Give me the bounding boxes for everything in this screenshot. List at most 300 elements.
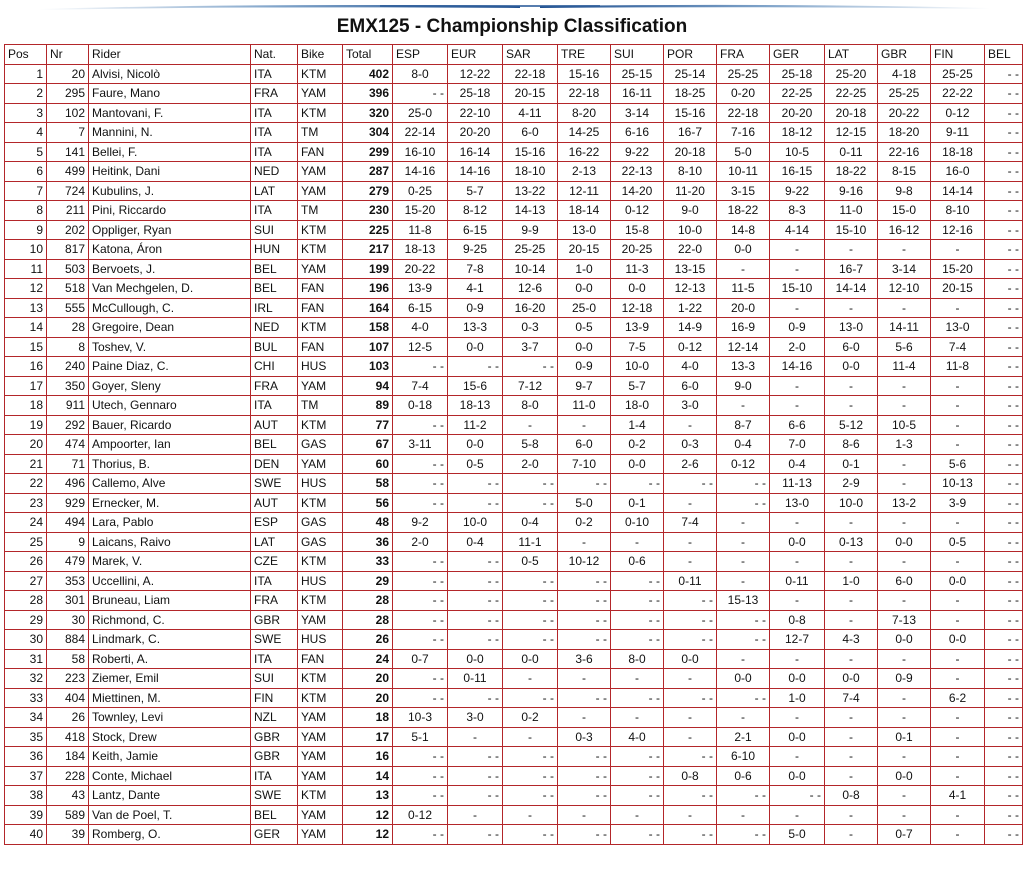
result-cell: 18-20 [878,123,931,143]
nation-cell: NED [251,162,298,182]
result-cell: - - [503,786,558,806]
result-cell: 12-10 [878,279,931,299]
result-cell: - [878,298,931,318]
result-cell: 3-15 [717,181,770,201]
result-cell: - [717,259,770,279]
result-cell: 11-13 [770,474,825,494]
result-cell: - - [717,493,770,513]
result-cell: 3-11 [393,435,448,455]
result-cell: - [558,669,611,689]
result-cell: - [611,669,664,689]
result-cell: 0-5 [931,532,985,552]
result-cell: 13-0 [931,318,985,338]
result-cell: 0-12 [393,805,448,825]
result-cell: 0-20 [717,84,770,104]
result-cell: 0-1 [825,454,878,474]
result-cell: 9-25 [448,240,503,260]
number-cell: 102 [47,103,89,123]
result-cell: - [825,240,878,260]
nation-cell: CHI [251,357,298,377]
total-cell: 230 [343,201,393,221]
result-cell: - - [558,766,611,786]
result-cell: 8-0 [393,64,448,84]
result-cell: - [717,649,770,669]
result-cell: 6-0 [825,337,878,357]
number-cell: 20 [47,64,89,84]
result-cell: - [878,474,931,494]
total-cell: 107 [343,337,393,357]
result-cell: 6-10 [717,747,770,767]
result-cell: - [558,805,611,825]
number-cell: 211 [47,201,89,221]
table-header [5,45,1023,65]
result-cell: 12-11 [558,181,611,201]
result-cell: - [931,396,985,416]
result-cell: - - [985,259,1023,279]
result-cell: 8-10 [931,201,985,221]
table-row [5,532,1023,552]
result-cell: - [825,747,878,767]
result-cell: 22-25 [825,84,878,104]
result-cell: 15-10 [770,279,825,299]
result-cell: 9-22 [611,142,664,162]
result-cell: 0-5 [558,318,611,338]
result-cell: 2-6 [664,454,717,474]
result-cell: - - [664,688,717,708]
table-row [5,357,1023,377]
table-row [5,181,1023,201]
result-cell: 1-0 [558,259,611,279]
result-cell: 12-15 [825,123,878,143]
result-cell: - [878,786,931,806]
position-cell: 10 [5,240,47,260]
result-cell: - [825,825,878,845]
result-cell: 13-0 [825,318,878,338]
result-cell: - - [558,786,611,806]
column-header: TRE [558,45,611,65]
nation-cell: GER [251,825,298,845]
header-row [5,45,1023,65]
number-cell: 479 [47,552,89,572]
total-cell: 24 [343,649,393,669]
result-cell: - [611,708,664,728]
result-cell: 4-0 [611,727,664,747]
number-cell: 353 [47,571,89,591]
nation-cell: HUN [251,240,298,260]
result-cell: 2-0 [393,532,448,552]
result-cell: - - [448,825,503,845]
nation-cell: BEL [251,805,298,825]
result-cell: - - [393,571,448,591]
result-cell: 10-5 [770,142,825,162]
result-cell: - - [985,337,1023,357]
result-cell: 16-22 [558,142,611,162]
result-cell: - - [985,142,1023,162]
nation-cell: ITA [251,766,298,786]
result-cell: - - [448,357,503,377]
result-cell: - - [558,474,611,494]
result-cell: - - [985,357,1023,377]
result-cell: - [825,376,878,396]
result-cell: 0-0 [770,669,825,689]
result-cell: - [931,747,985,767]
position-cell: 23 [5,493,47,513]
result-cell: 25-25 [931,64,985,84]
result-cell: - [931,610,985,630]
rider-name-cell: Ernecker, M. [89,493,251,513]
result-cell: 25-25 [503,240,558,260]
header-banner [0,0,1024,14]
rider-name-cell: Mantovani, F. [89,103,251,123]
result-cell: - [931,591,985,611]
rider-name-cell: Oppliger, Ryan [89,220,251,240]
result-cell: 11-8 [393,220,448,240]
result-cell: - - [558,610,611,630]
result-cell: 15-0 [878,201,931,221]
result-cell: 0-0 [931,630,985,650]
nation-cell: BEL [251,435,298,455]
result-cell: 9-2 [393,513,448,533]
result-cell: - [825,591,878,611]
result-cell: 3-6 [558,649,611,669]
result-cell: 0-0 [448,649,503,669]
bike-cell: FAN [298,649,343,669]
result-cell: - - [717,630,770,650]
result-cell: - - [664,610,717,630]
result-cell: - - [985,649,1023,669]
result-cell: 3-0 [664,396,717,416]
bike-cell: YAM [298,376,343,396]
position-cell: 18 [5,396,47,416]
result-cell: 16-15 [770,162,825,182]
result-cell: 0-11 [770,571,825,591]
result-cell: 16-9 [717,318,770,338]
position-cell: 36 [5,747,47,767]
result-cell: - - [558,571,611,591]
result-cell: - [931,513,985,533]
result-cell: - [770,259,825,279]
nation-cell: SWE [251,474,298,494]
result-cell: 20-20 [770,103,825,123]
rider-name-cell: Bruneau, Liam [89,591,251,611]
total-cell: 287 [343,162,393,182]
result-cell: 10-0 [448,513,503,533]
page-title: EMX125 - Championship Classification [336,16,688,37]
result-cell: 0-8 [664,766,717,786]
bike-cell: KTM [298,415,343,435]
result-cell: 0-4 [717,435,770,455]
result-cell: - - [503,825,558,845]
total-cell: 16 [343,747,393,767]
rider-name-cell: Goyer, Sleny [89,376,251,396]
result-cell: - - [448,493,503,513]
result-cell: 9-22 [770,181,825,201]
result-cell: 7-5 [611,337,664,357]
result-cell: - - [985,805,1023,825]
result-cell: - - [985,201,1023,221]
result-cell: 0-2 [558,513,611,533]
result-cell: 0-25 [393,181,448,201]
result-cell: - - [985,747,1023,767]
result-cell: 9-0 [717,376,770,396]
result-cell: 25-0 [393,103,448,123]
result-cell: - - [770,786,825,806]
result-cell: 0-0 [717,669,770,689]
result-cell: - - [393,786,448,806]
result-cell: 20-15 [503,84,558,104]
position-cell: 27 [5,571,47,591]
total-cell: 396 [343,84,393,104]
number-cell: 817 [47,240,89,260]
result-cell: 16-7 [664,123,717,143]
total-cell: 199 [343,259,393,279]
result-cell: - [664,727,717,747]
result-cell: 22-25 [770,84,825,104]
result-cell: 0-3 [558,727,611,747]
result-cell: - [931,435,985,455]
result-cell: 6-0 [878,571,931,591]
table-row [5,591,1023,611]
number-cell: 30 [47,610,89,630]
result-cell: 1-0 [825,571,878,591]
result-cell: - [878,454,931,474]
result-cell: - [931,825,985,845]
result-cell: - [717,571,770,591]
result-cell: 16-14 [448,142,503,162]
number-cell: 292 [47,415,89,435]
rider-name-cell: Roberti, A. [89,649,251,669]
nation-cell: SWE [251,786,298,806]
result-cell: - - [985,727,1023,747]
result-cell: - - [985,825,1023,845]
position-cell: 19 [5,415,47,435]
table-row [5,259,1023,279]
column-header: POR [664,45,717,65]
column-header: Rider [89,45,251,65]
result-cell: 8-3 [770,201,825,221]
result-cell: - [825,396,878,416]
result-cell: 0-5 [503,552,558,572]
result-cell: - - [664,474,717,494]
result-cell: 7-4 [664,513,717,533]
result-cell: - - [448,591,503,611]
result-cell: - [825,513,878,533]
result-cell: 11-8 [931,357,985,377]
number-cell: 499 [47,162,89,182]
result-cell: 11-5 [717,279,770,299]
result-cell: - [664,708,717,728]
result-cell: 2-13 [558,162,611,182]
total-cell: 18 [343,708,393,728]
result-cell: 10-0 [825,493,878,513]
rider-name-cell: Alvisi, Nicolò [89,64,251,84]
result-cell: 0-1 [878,727,931,747]
result-cell: - [825,552,878,572]
result-cell: - - [558,630,611,650]
result-cell: - - [611,747,664,767]
table-body [5,64,1023,844]
column-header: FRA [717,45,770,65]
position-cell: 40 [5,825,47,845]
result-cell: 15-16 [503,142,558,162]
nation-cell: ITA [251,201,298,221]
result-cell: - [878,552,931,572]
column-header: LAT [825,45,878,65]
bike-cell: KTM [298,552,343,572]
result-cell: 22-18 [717,103,770,123]
position-cell: 3 [5,103,47,123]
nation-cell: ITA [251,103,298,123]
result-cell: 22-14 [393,123,448,143]
total-cell: 217 [343,240,393,260]
result-cell: 22-0 [664,240,717,260]
result-cell: 22-22 [931,84,985,104]
result-cell: - - [393,825,448,845]
result-cell: 10-12 [558,552,611,572]
result-cell: - - [448,552,503,572]
number-cell: 28 [47,318,89,338]
bike-cell: GAS [298,435,343,455]
result-cell: - - [985,318,1023,338]
table-row [5,279,1023,299]
result-cell: 13-22 [503,181,558,201]
bike-cell: FAN [298,142,343,162]
result-cell: - [770,747,825,767]
result-cell: 0-6 [717,766,770,786]
total-cell: 48 [343,513,393,533]
result-cell: - - [503,610,558,630]
total-cell: 20 [343,669,393,689]
bike-cell: YAM [298,825,343,845]
table-row [5,571,1023,591]
nation-cell: CZE [251,552,298,572]
result-cell: 18-14 [558,201,611,221]
result-cell: - [931,766,985,786]
bike-cell: YAM [298,181,343,201]
result-cell: 2-0 [503,454,558,474]
nation-cell: LAT [251,181,298,201]
rider-name-cell: Townley, Levi [89,708,251,728]
result-cell: 12-22 [448,64,503,84]
result-cell: 9-0 [664,201,717,221]
total-cell: 158 [343,318,393,338]
result-cell: 20-22 [393,259,448,279]
result-cell: 7-16 [717,123,770,143]
result-cell: 9-16 [825,181,878,201]
result-cell: 0-0 [558,279,611,299]
result-cell: 20-0 [717,298,770,318]
position-cell: 4 [5,123,47,143]
nation-cell: ITA [251,571,298,591]
result-cell: 12-14 [717,337,770,357]
result-cell: - - [985,493,1023,513]
position-cell: 39 [5,805,47,825]
position-cell: 38 [5,786,47,806]
result-cell: - - [985,181,1023,201]
number-cell: 39 [47,825,89,845]
result-cell: - [825,727,878,747]
bike-cell: KTM [298,220,343,240]
number-cell: 724 [47,181,89,201]
nation-cell: SUI [251,669,298,689]
result-cell: - [503,727,558,747]
number-cell: 555 [47,298,89,318]
number-cell: 223 [47,669,89,689]
result-cell: 0-13 [825,532,878,552]
table-row [5,123,1023,143]
result-cell: - - [611,786,664,806]
nation-cell: LAT [251,532,298,552]
result-cell: - - [503,571,558,591]
result-cell: - [717,532,770,552]
result-cell: - [770,805,825,825]
result-cell: 6-0 [503,123,558,143]
result-cell: 7-4 [825,688,878,708]
result-cell: 12-13 [664,279,717,299]
result-cell: 0-10 [611,513,664,533]
result-cell: - - [393,630,448,650]
result-cell: - [878,513,931,533]
total-cell: 58 [343,474,393,494]
result-cell: - - [985,162,1023,182]
result-cell: - [770,513,825,533]
nation-cell: NZL [251,708,298,728]
result-cell: 15-13 [717,591,770,611]
result-cell: - - [503,493,558,513]
position-cell: 8 [5,201,47,221]
rider-name-cell: Kubulins, J. [89,181,251,201]
result-cell: 0-12 [717,454,770,474]
result-cell: 22-18 [558,84,611,104]
result-cell: 0-0 [664,649,717,669]
result-cell: 0-11 [448,669,503,689]
number-cell: 418 [47,727,89,747]
result-cell: 18-22 [717,201,770,221]
table-row [5,630,1023,650]
rider-name-cell: Van de Poel, T. [89,805,251,825]
position-cell: 16 [5,357,47,377]
total-cell: 14 [343,766,393,786]
result-cell: - [770,376,825,396]
column-header: ESP [393,45,448,65]
result-cell: 0-9 [878,669,931,689]
total-cell: 164 [343,298,393,318]
result-cell: - - [611,610,664,630]
bike-cell: YAM [298,610,343,630]
result-cell: - - [558,591,611,611]
rider-name-cell: Bellei, F. [89,142,251,162]
result-cell: 0-4 [503,513,558,533]
result-cell: 0-2 [503,708,558,728]
result-cell: - [825,805,878,825]
result-cell: - - [503,766,558,786]
nation-cell: DEN [251,454,298,474]
result-cell: - - [448,688,503,708]
result-cell: - [931,708,985,728]
result-cell: - - [393,415,448,435]
total-cell: 196 [343,279,393,299]
result-cell: - [770,298,825,318]
result-cell: 5-0 [717,142,770,162]
result-cell: 0-6 [611,552,664,572]
result-cell: - - [611,571,664,591]
rider-name-cell: Paine Diaz, C. [89,357,251,377]
result-cell: 0-0 [770,766,825,786]
result-cell: 13-9 [393,279,448,299]
rider-name-cell: Lara, Pablo [89,513,251,533]
result-cell: 4-0 [393,318,448,338]
total-cell: 402 [343,64,393,84]
